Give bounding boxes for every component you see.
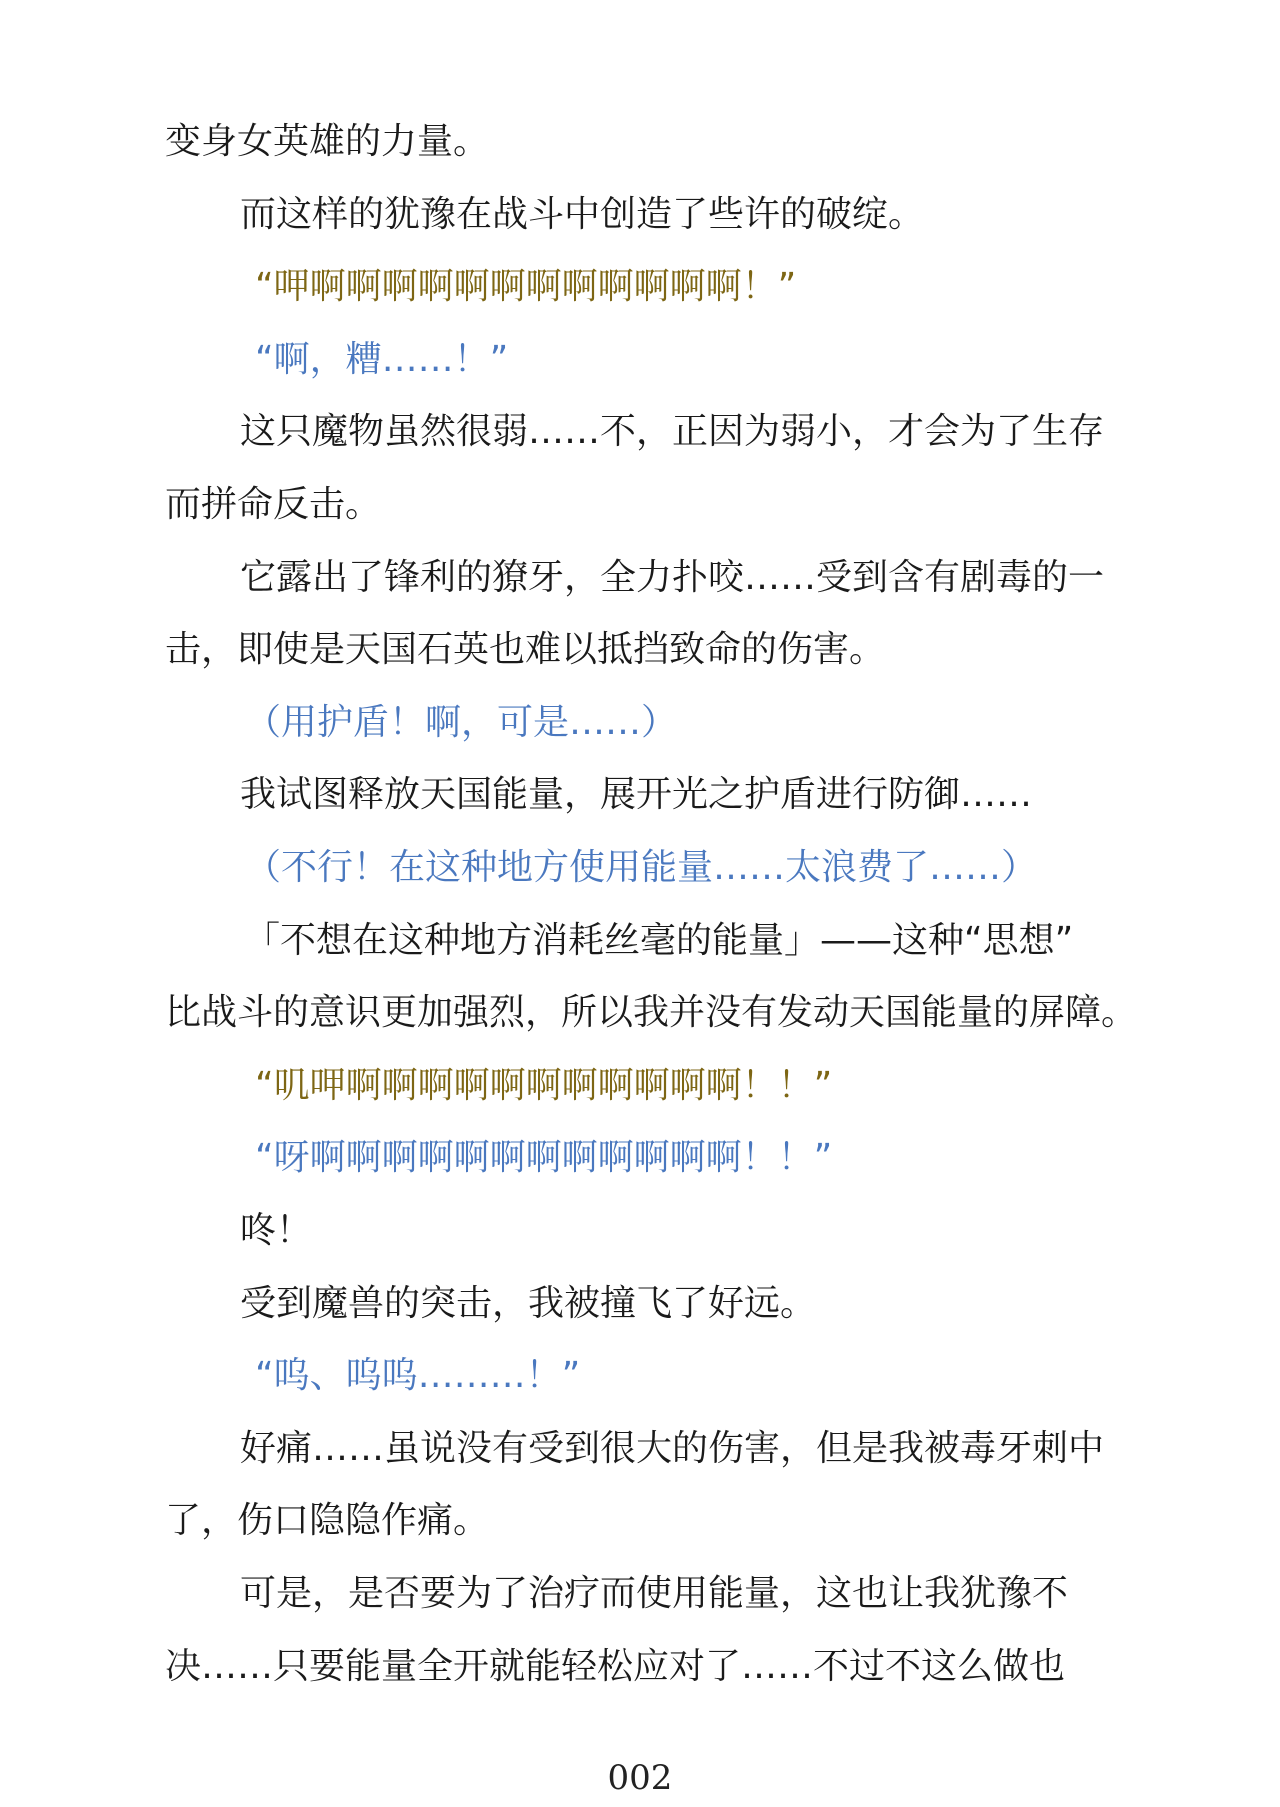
text-line: （不行！在这种地方使用能量……太浪费了……） bbox=[245, 847, 1038, 888]
text-line: 而这样的犹豫在战斗中创造了些许的破绽。 bbox=[240, 194, 925, 235]
text-line: 它露出了锋利的獠牙，全力扑咬……受到含有剧毒的一 bbox=[240, 557, 1105, 598]
text-line: 受到魔兽的突击，我被撞飞了好远。 bbox=[240, 1283, 817, 1324]
text-line: 了，伤口隐隐作痛。 bbox=[165, 1500, 490, 1541]
text-line: 好痛……虽说没有受到很大的伤害，但是我被毒牙刺中 bbox=[240, 1428, 1105, 1469]
text-line: 咚！ bbox=[240, 1210, 313, 1251]
page-number: 002 bbox=[607, 1758, 673, 1798]
text-line: 决……只要能量全开就能轻松应对了……不过不这么做也 bbox=[165, 1646, 1066, 1687]
text-line: “叽呷啊啊啊啊啊啊啊啊啊啊啊！！” bbox=[255, 1065, 833, 1106]
text-line: “呀啊啊啊啊啊啊啊啊啊啊啊啊！！” bbox=[255, 1137, 833, 1178]
text-line: “呷啊啊啊啊啊啊啊啊啊啊啊啊！” bbox=[255, 266, 797, 307]
text-line: 「不想在这种地方消耗丝毫的能量」——这种“思想” bbox=[244, 920, 1074, 961]
text-line: “啊，糟……！” bbox=[255, 339, 509, 380]
text-line: 击，即使是天国石英也难以抵挡致命的伤害。 bbox=[165, 629, 886, 670]
text-line: 我试图释放天国能量，展开光之护盾进行防御…… bbox=[240, 774, 1033, 815]
text-line: 变身女英雄的力量。 bbox=[165, 121, 490, 162]
text-line: 比战斗的意识更加强烈，所以我并没有发动天国能量的屏障。 bbox=[165, 992, 1138, 1033]
text-line: 可是，是否要为了治疗而使用能量，这也让我犹豫不 bbox=[240, 1573, 1069, 1614]
text-line: 这只魔物虽然很弱……不，正因为弱小，才会为了生存 bbox=[240, 411, 1105, 452]
text-line: （用护盾！啊，可是……） bbox=[245, 702, 678, 743]
text-line: 而拼命反击。 bbox=[165, 484, 382, 525]
text-line: “呜、呜呜………！” bbox=[255, 1355, 581, 1396]
